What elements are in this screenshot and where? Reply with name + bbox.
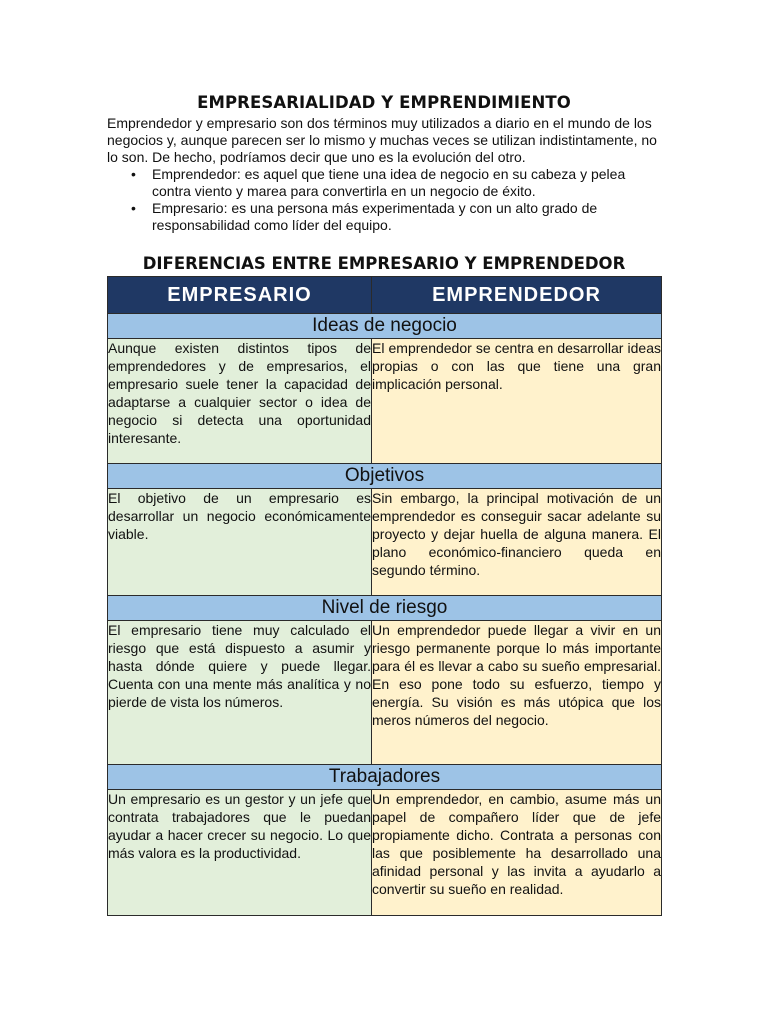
emprendedor-cell: El emprendedor se centra en desarrollar ideas propias o con las que tiene una gran implicación personal. xyxy=(372,339,662,464)
section-row xyxy=(108,464,662,489)
empresario-cell: El empresario tiene muy calculado el riesgo que está dispuesto a asumir y hasta dónde quiere y puede llegar. Cuenta con una mente más analítica y no pierde de vista los números. xyxy=(108,621,372,765)
section-heading: Objetivos xyxy=(108,464,662,489)
emprendedor-cell: Un emprendedor puede llegar a vivir en un riesgo permanente porque lo más importante para él es llevar a cabo su sueño empresarial. En eso pone todo su esfuerzo, tiempo y energía. Su visión es más utópica que los meros números del negocio. xyxy=(372,621,662,765)
section-row xyxy=(108,596,662,621)
section-row xyxy=(108,314,662,339)
list-item xyxy=(107,166,667,200)
bullet-icon: • xyxy=(131,200,136,216)
table-row xyxy=(108,790,662,916)
definitions-list xyxy=(107,166,667,234)
emprendedor-cell: Sin embargo, la principal motivación de un emprendedor es conseguir sacar adelante su proyecto y dejar huella de alguna manera. El plano económico-financiero queda en segundo término. xyxy=(372,489,662,596)
column-header-empresario: EMPRESARIO xyxy=(108,277,372,314)
list-item xyxy=(107,200,667,234)
intro-paragraph: Emprendedor y empresario son dos términos muy utilizados a diario en el mundo de los negocios y, aunque parecen ser lo mismo y muchas veces se utilizan indistintamente, no lo son. De hecho, podríamos decir que uno es la evolución del otro. xyxy=(107,115,657,165)
table-row xyxy=(108,489,662,596)
section-heading: Trabajadores xyxy=(108,765,662,790)
bullet-icon: • xyxy=(131,166,136,182)
emprendedor-cell: Un emprendedor, en cambio, asume más un papel de compañero líder que de jefe propiamente dicho. Contrata a personas con las que posiblemente ha desarrollado una afinidad personal y las invita a ayudarlo a convertir su sueño en realidad. xyxy=(372,790,662,916)
comparison-table xyxy=(107,276,662,916)
column-header-emprendedor: EMPRENDEDOR xyxy=(372,277,662,314)
table-title: DIFERENCIAS ENTRE EMPRESARIO Y EMPRENDEDOR xyxy=(142,254,626,273)
empresario-cell: El objetivo de un empresario es desarrollar un negocio económicamente viable. xyxy=(108,489,372,596)
empresario-cell: Aunque existen distintos tipos de emprendedores y de empresarios, el empresario suele tener la capacidad de adaptarse a cualquier sector o idea de negocio si detecta una oportunidad interesante. xyxy=(108,339,372,464)
table-header-row xyxy=(108,277,662,314)
section-heading: Nivel de riesgo xyxy=(108,596,662,621)
empresario-cell: Un empresario es un gestor y un jefe que contrata trabajadores que le puedan ayudar a hacer crecer su negocio. Lo que más valora es la productividad. xyxy=(108,790,372,916)
document-title: EMPRESARIALIDAD Y EMPRENDIMIENTO xyxy=(197,93,571,112)
bullet-text: Empresario: es una persona más experimentada y con un alto grado de responsabilidad como líder del equipo. xyxy=(152,200,598,233)
section-row xyxy=(108,765,662,790)
section-heading: Ideas de negocio xyxy=(108,314,662,339)
bullet-text: Emprendedor: es aquel que tiene una idea de negocio en su cabeza y pelea contra viento y marea para convertirla en un negocio de éxito. xyxy=(152,166,626,199)
table-row xyxy=(108,621,662,765)
table-row xyxy=(108,339,662,464)
